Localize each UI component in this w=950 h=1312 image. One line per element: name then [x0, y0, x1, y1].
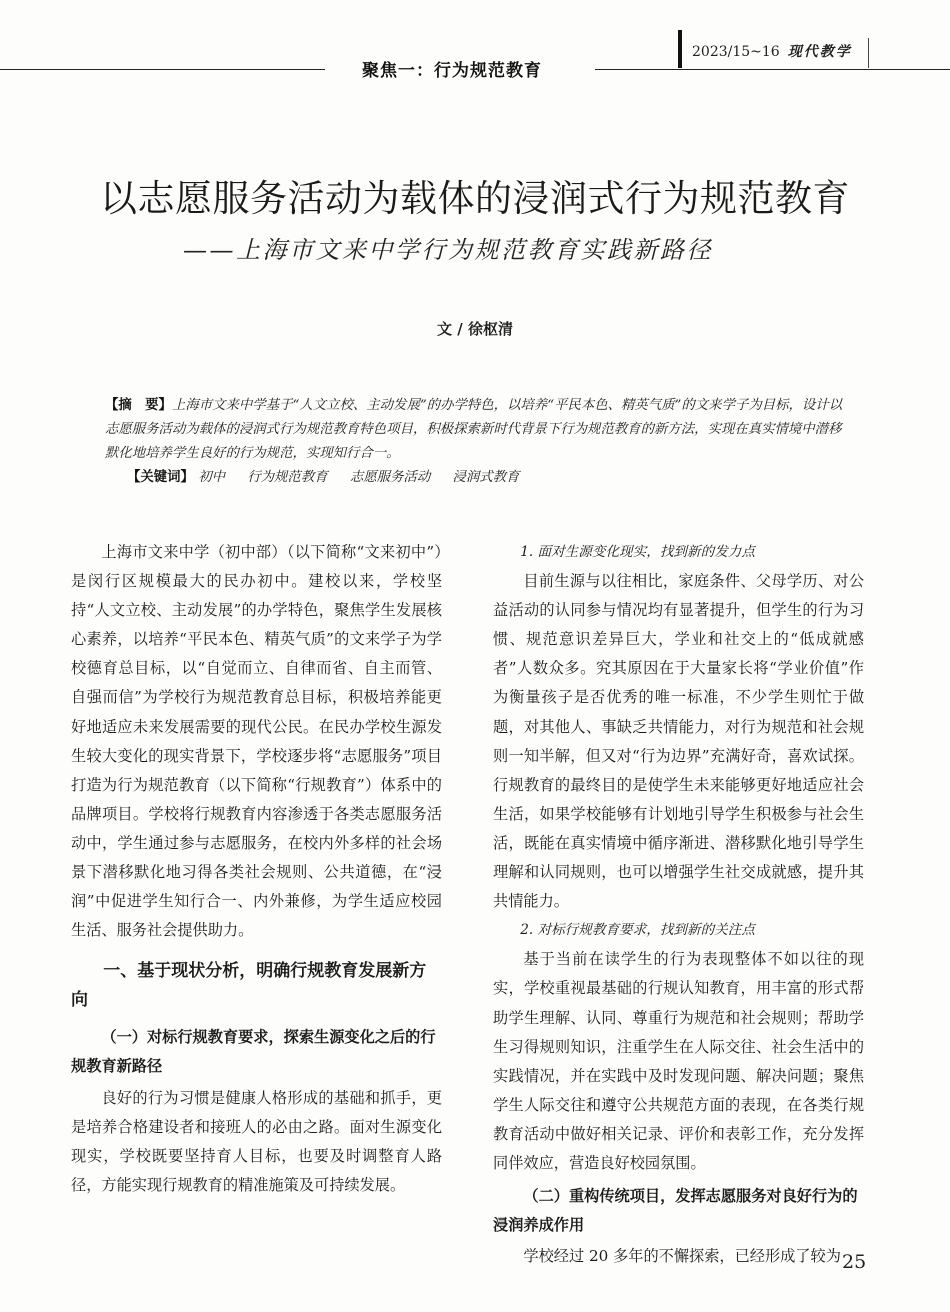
keywords [127, 466, 537, 490]
keyword-item: 行为规范教育 [247, 470, 328, 485]
header-rule-left [0, 69, 325, 70]
issue-number: 2023/15~16 [692, 44, 780, 60]
issue-info [692, 41, 852, 61]
point-heading: 2. 对标行规教育要求，找到新的关注点 [520, 922, 755, 939]
article-subtitle: ——上海市文来中学行为规范教育实践新路径 [183, 236, 713, 264]
page-number: 25 [842, 1251, 867, 1273]
right-column [493, 538, 867, 1273]
author-byline: 文 / 徐枢清 [437, 320, 513, 338]
article-title: 以志愿服务活动为载体的浸润式行为规范教育 [100, 177, 850, 220]
abstract [105, 394, 845, 466]
journal-name: 现代教学 [787, 44, 852, 60]
keyword-item: 志愿服务活动 [349, 470, 431, 485]
paragraph: 目前生源与以往相比，家庭条件、父母学历、对公益活动的认同参与情况均有显著提升，但学生的行为习惯、规范意识差异巨大，学业和社交上的“低成就感者”人数众多。究其原因在于大量家长将“学业价值”作为衡量孩子是否优秀的唯一标准，不少学生则忙于做题，对其他人、事缺乏共情能力，对行为规范和社会规则一知半解，但又对“行为边界”充满好奇，喜欢试探。行规教育的最终目的是使学生未来能够更好地适应社会生活，如果学校能够有计划地引导学生积极参与社会生活，既能在真实情境中循序渐进、潜移默化地引导学生理解和认同规则，也可以增强学生社交成就感，提升其共情能力。 [493, 572, 864, 911]
issue-tick [868, 38, 869, 68]
section-label: 聚焦一：行为规范教育 [362, 61, 542, 81]
left-column [71, 538, 442, 1200]
paragraph: 良好的行为习惯是健康人格形成的基础和抓手，更是培养合格建设者和接班人的必由之路。面对生源变化现实，学校既要坚持育人目标，也要及时调整育人路径，方能实现行规教育的精准施策及可持续发展。 [71, 1088, 442, 1194]
keywords-label: 【关键词】 [127, 470, 194, 485]
paragraph: 上海市文来中学（初中部）（以下简称“文来初中”）是闵行区规模最大的民办初中。建校以来，学校坚持“人文立校、主动发展”的办学特色，聚焦学生发展核心素养，以培养“平民本色、精英气质”的文来学子为学校德育总目标，以“自觉而立、自律而省、自主而管、自强而信”为学校行为规范教育总目标，积极培养能更好地适应未来发展需要的现代公民。在民办学校生源发生较大变化的现实背景下，学校逐步将“志愿服务”项目打造为行为规范教育（以下简称“行规教育”）体系中的品牌项目。学校将行规教育内容渗透于各类志愿服务活动中，学生通过参与志愿服务，在校内外多样的社会场景下潜移默化地习得各类社会规则、公共道德，在“浸润”中促进学生知行合一、内外兼修，为学生适应校园生活、服务社会提供助力。 [71, 543, 442, 940]
abstract-label: 【摘 要】 [105, 398, 172, 413]
subsection-heading: （二）重构传统项目，发挥志愿服务对良好行为的浸润养成作用 [493, 1187, 858, 1235]
header-rule-right [595, 69, 950, 70]
paragraph: 基于当前在读学生的行为表现整体不如以往的现实，学校重视最基础的行规认知教育，用丰富的形式帮助学生理解、认同、尊重行为规范和社会规则；帮助学生习得规则知识，注重学生在人际交往、社会生活中的实践情况，并在实践中及时发现问题、解决问题；聚焦学生人际交往和遵守公共规范方面的表现，在各类行规教育活动中做好相关记录、评价和表彰工作，充分发挥同伴效应，营造良好校园氛围。 [493, 950, 864, 1172]
section-heading: 一、基于现状分析，明确行规教育发展新方向 [71, 961, 427, 1011]
abstract-text: 上海市文来中学基于“人文立校、主动发展”的办学特色，以培养“平民本色、精英气质”的文来学子为目标，设计以志愿服务活动为载体的浸润式行为规范教育特色项目，积极探索新时代背景下行为规范教育的新方法，实现在真实情境中潜移默化地培养学生良好的行为规范，实现知行合一。 [105, 398, 843, 461]
issue-marker-bar [678, 30, 682, 68]
subsection-heading: （一）对标行规教育要求，探索生源变化之后的行规教育新路径 [71, 1028, 436, 1076]
paragraph: 学校经过 20 多年的不懈探索，已经形成了较为 [523, 1247, 841, 1266]
point-heading: 1. 面对生源变化现实，找到新的发力点 [520, 544, 755, 560]
keyword-item: 初中 [198, 470, 225, 485]
keyword-item: 浸润式教育 [452, 470, 520, 485]
